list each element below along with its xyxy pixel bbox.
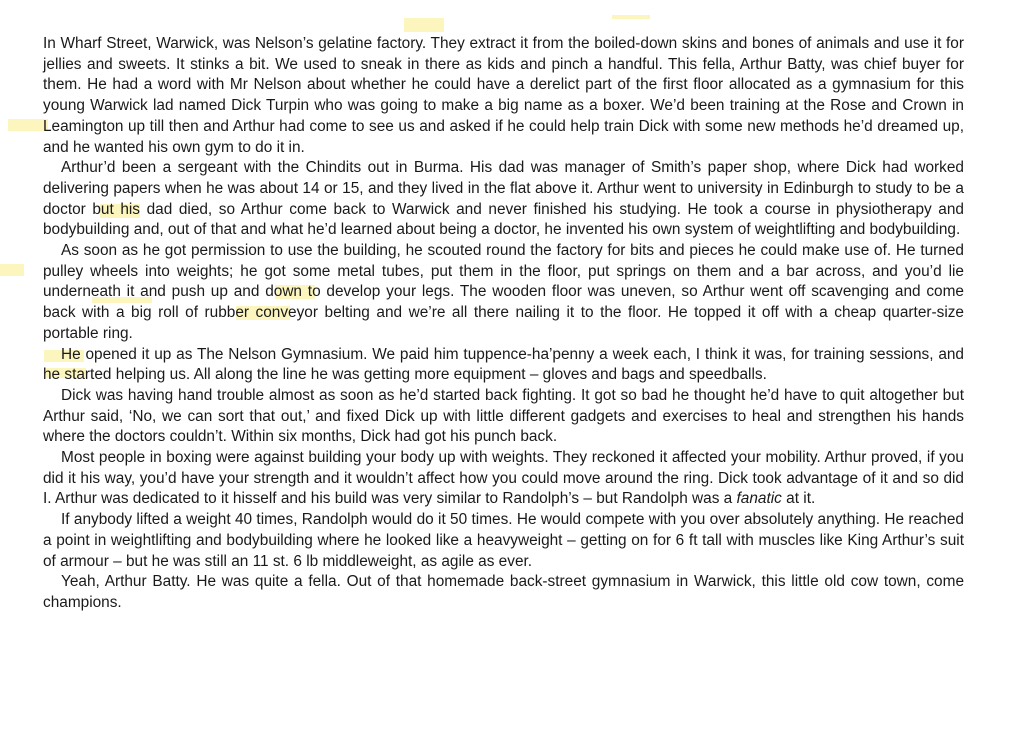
paragraph: Arthur’d been a sergeant with the Chindits out in Burma. His dad was manager of Smith’s paper shop, where Dick had worked delivering papers when he was about 14 or 15, and they lived in the flat above it. Arthur went to university in Edinburgh to study to be a doctor but his dad died, so Arthur come back to Warwick and never finished his studying. He took a course in physiotherapy and bodybuilding and, out of that and what he’d learned about being a doctor, he invented his own system of weightlifting and bodybuilding.: [43, 159, 964, 239]
paragraph: Yeah, Arthur Batty. He was quite a fella. Out of that homemade back-street gymnasium in Warwick, this little old cow town, come champions.: [43, 573, 964, 611]
highlight-mark: [612, 15, 650, 19]
paragraph: As soon as he got permission to use the building, he scouted round the factory for bits and pieces he could make use of. He turned pulley wheels into weights; he got some metal tubes, put them in the floor, put springs on them and a bar across, and you’d lie underneath it and push up and down to develop your legs. The wooden floor was uneven, so Arthur went off scavenging and come back with a big roll of rubber conveyor belting and we’re all there nailing it to the floor. He topped it off with a cheap quarter-size portable ring.: [43, 242, 964, 342]
paragraph-text: Most people in boxing were against building your body up with weights. They reckoned it affected your mobility. Arthur proved, if you did it his way, you’d have your strength and it wouldn’t affect how you could move around the ring. Dick took advantage of it and so did I. Arthur was dedicated to it hisself and his build was very similar to Randolph’s – but Randolph was a: [43, 449, 964, 508]
emphasis-text: fanatic: [736, 490, 782, 508]
paragraph: In Wharf Street, Warwick, was Nelson’s gelatine factory. They extract it from the boiled-down skins and bones of animals and use it for jellies and sweets. It stinks a bit. We used to sneak in there as kids and pinch a handful. This fella, Arthur Batty, was chief buyer for them. He had a word with Mr Nelson about whether he could have a derelict part of the first floor allocated as a gymnasium for this young Warwick lad named Dick Turpin who was going to make a big name as a boxer. We’d been training at the Rose and Crown in Leamington up till then and Arthur had come to see us and asked if he could help train Dick with some new methods he’d dreamed up, and he wanted his own gym to do it in.: [43, 35, 964, 156]
paragraph: If anybody lifted a weight 40 times, Randolph would do it 50 times. He would compete with you over absolutely anything. He reached a point in weightlifting and bodybuilding where he looked like a heavyweight – getting on for 6 ft tall with muscles like King Arthur’s suit of armour – but he was still an 11 st. 6 lb middleweight, as agile as ever.: [43, 511, 964, 570]
paragraph: Dick was having hand trouble almost as soon as he’d started back fighting. It got so bad he thought he’d have to quit altogether but Arthur said, ‘No, we can sort that out,’ and fixed Dick up with little different gadgets and exercises to heal and strengthen his hands where the doctors couldn’t. Within six months, Dick had got his punch back.: [43, 386, 964, 446]
highlight-mark: [0, 264, 24, 276]
paragraph-text: at it.: [781, 490, 816, 508]
highlight-mark: [404, 18, 444, 32]
paragraph: He opened it up as The Nelson Gymnasium. We paid him tuppence-ha’penny a week each, I think it was, for training sessions, and he started helping us. All along the line he was getting more equipment – gloves and bags and speedballs.: [43, 345, 964, 384]
highlight-mark: [8, 119, 48, 131]
document-page: [43, 34, 964, 614]
paragraph: [43, 448, 964, 510]
